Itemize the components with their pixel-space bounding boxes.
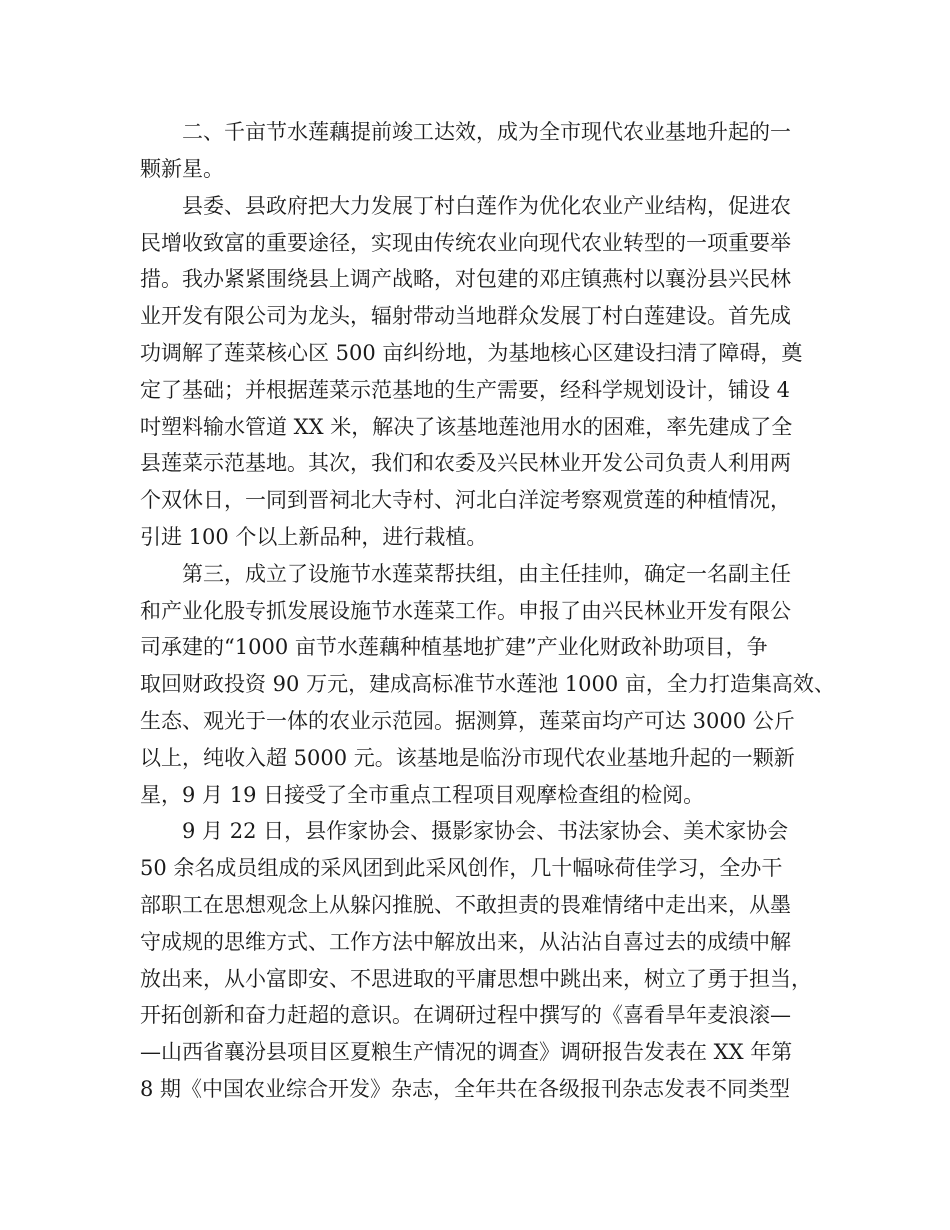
text-line: 星，9 月 19 日接受了全市重点工程项目观摩检查组的检阅。 [140,783,705,807]
text-line: 民增收致富的重要途径，实现由传统农业向现代农业转型的一项重要举 [140,231,791,255]
text-line: 生态、观光于一体的农业示范园。据测算，莲菜亩均产可达 3000 公斤 [140,709,795,733]
paragraph-start: 第三，成立了设施节水莲菜帮扶组，由主任挂帅，确定一名副主任 [182,562,791,586]
text-line: 引进 100 个以上新品种，进行栽植。 [140,525,488,549]
text-line: 开拓创新和奋力赶超的意识。在调研过程中撰写的《喜看旱年麦浪滚— [140,1003,791,1027]
text-line: 县莲菜示范基地。其次，我们和农委及兴民林业开发公司负责人利用两 [140,451,791,475]
text-line: 功调解了莲菜核心区 500 亩纠纷地，为基地核心区建设扫清了障碍，奠 [140,341,803,365]
text-line: 定了基础；并根据莲菜示范基地的生产需要，经科学规划设计，铺设 4 [140,378,791,402]
text-line: 部职工在思想观念上从躲闪推脱、不敢担责的畏难情绪中走出来，从墨 [140,893,791,917]
text-line: 和产业化股专抓发展设施节水莲菜工作。申报了由兴民林业开发有限公 [140,599,791,623]
paragraph-start: 9 月 22 日，县作家协会、摄影家协会、书法家协会、美术家协会 [182,819,789,843]
text-line: 业开发有限公司为龙头，辐射带动当地群众发展丁村白莲建设。首先成 [140,304,791,328]
text-line: 吋塑料输水管道 XX 米，解决了该基地莲池用水的困难，率先建成了全 [140,415,793,439]
text-line: 措。我办紧紧围绕县上调产战略，对包建的邓庄镇燕村以襄汾县兴民林 [140,267,791,291]
text-line: 8 期《中国农业综合开发》杂志，全年共在各级报刊杂志发表不同类型 [140,1077,791,1101]
text-line: 50 余名成员组成的采风团到此采风创作，几十幅咏荷佳学习，全办干 [140,856,783,880]
text-line: 个双休日，一同到晋祠北大寺村、河北白洋淀考察观赏莲的种植情况， [140,488,791,512]
text-line: 取回财政投资 90 万元，建成高标准节水莲池 1000 亩，全力打造集高效、 [140,672,835,696]
text-line: 以上，纯收入超 5000 元。该基地是临汾市现代农业基地升起的一颗新 [140,746,795,770]
text-line: 放出来，从小富即安、不思进取的平庸思想中跳出来，树立了勇于担当， [140,967,812,991]
text-line: 守成规的思维方式、工作方法中解放出来，从沾沾自喜过去的成绩中解 [140,930,791,954]
paragraph-start: 县委、县政府把大力发展丁村白莲作为优化农业产业结构，促进农 [182,194,791,218]
text-line: 司承建的“1000 亩节水莲藕种植基地扩建”产业化财政补助项目，争 [140,635,768,659]
text-line: —山西省襄汾县项目区夏粮生产情况的调查》调研报告发表在 XX 年第 [140,1040,793,1064]
heading-section-two: 二、千亩节水莲藕提前竣工达效，成为全市现代农业基地升起的一 [182,120,791,144]
text-line: 颗新星。 [140,157,224,181]
